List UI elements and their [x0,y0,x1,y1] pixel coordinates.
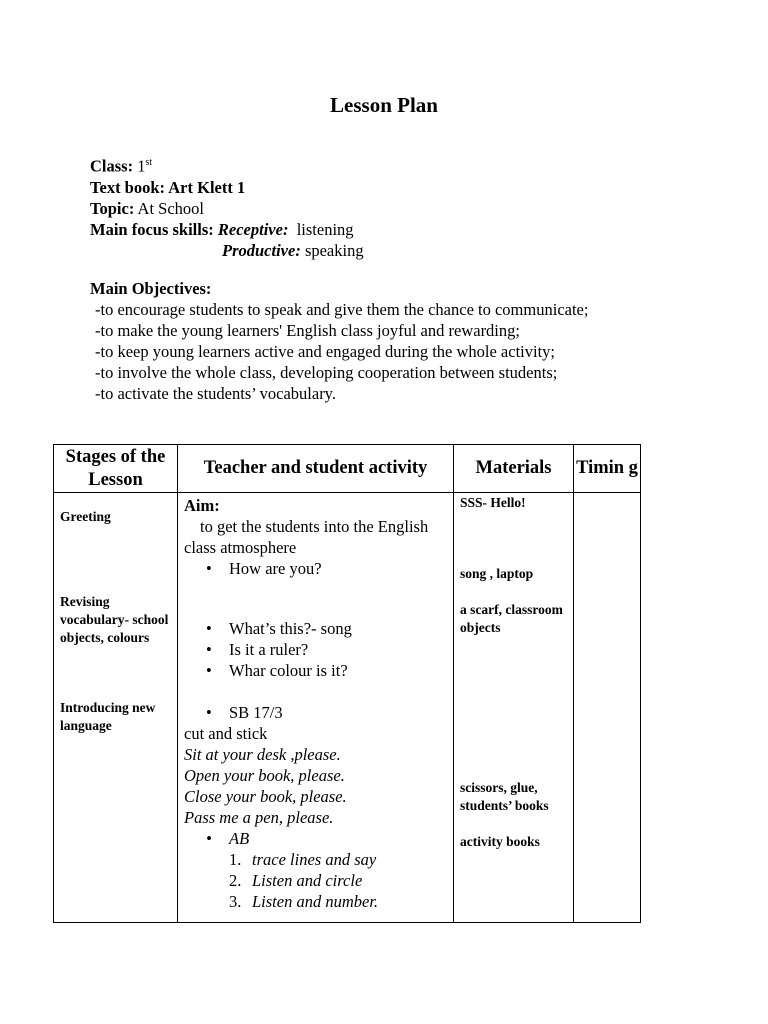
topic-value: At School [137,198,205,218]
class-superscript: st [145,157,153,168]
lesson-plan-table [53,444,641,923]
ab-number: 1. [229,850,242,869]
stage-greeting: Greeting [60,509,111,524]
productive-line [90,240,364,261]
timing-cell [574,493,641,923]
class-label: Class: [90,156,134,176]
material-item: activity books [460,834,540,849]
bullet-marker: • [206,703,212,722]
objectives-heading: Main Objectives: [90,279,212,298]
aim-text: to get the students into the English class atmosphere [184,517,429,557]
bullet-marker: • [206,661,212,680]
bullet-marker: • [206,559,212,578]
material-item: SSS- Hello! [460,495,526,510]
aim-label: Aim: [184,496,220,515]
receptive-value: listening [296,219,354,239]
topic-label: Topic: [90,198,135,218]
lesson-info [90,152,364,261]
classroom-phrase: Pass me a pen, please. [184,808,334,827]
stage-introducing: Introducing new language [60,700,156,733]
textbook-label: Text book: [90,177,166,197]
ab-number: 2. [229,871,242,890]
main-objectives [90,278,588,404]
bullet-marker: • [206,829,212,848]
objective-item: -to make the young learners' English class joyful and rewarding; [95,321,520,340]
header-stages: Stages of the Lesson [54,445,178,493]
bullet-item: • How are you? [206,559,322,578]
activity-block-greeting [184,495,450,579]
material-item: a scarf, classroom objects [460,602,563,635]
document-title: Lesson Plan [330,93,438,117]
cut-and-stick: cut and stick [184,724,268,743]
topic-line [90,198,364,219]
bullet-marker: • [206,640,212,659]
ab-numbered-item: 1. trace lines and say [229,850,377,869]
bullet-item: • Is it a ruler? [206,640,309,659]
activity-block-revising [184,618,450,681]
ab-bullet: • AB [206,829,250,848]
class-line [90,152,364,177]
objective-item: -to involve the whole class, developing cooperation between students; [95,363,558,382]
header-activity: Teacher and student activity [178,445,454,493]
textbook-line [90,177,364,198]
objective-item: -to encourage students to speak and give them the chance to communicate; [95,300,589,319]
focus-label: Main focus skills: [90,219,214,239]
bullet-item: • Whar colour is it? [206,661,348,680]
activity-cell [178,493,454,923]
material-item: song , laptop [460,566,534,581]
ab-number: 3. [229,892,242,911]
textbook-value: Art Klett 1 [168,177,246,197]
stages-cell [54,493,178,923]
receptive-label: Receptive: [217,219,289,239]
material-item: scissors, glue, students’ books [460,780,549,813]
classroom-phrase: Open your book, please. [184,766,345,785]
activity-block-introducing [184,702,450,912]
stage-revising: Revising vocabulary- school objects, colours [60,594,169,645]
productive-value: speaking [304,240,364,260]
table-header-row [54,445,641,493]
bullet-marker: • [206,619,212,638]
header-materials: Materials [454,445,574,493]
objective-item: -to keep young learners active and engaged during the whole activity; [95,342,556,361]
classroom-phrase: Sit at your desk ,please. [184,745,341,764]
productive-label: Productive: [222,240,301,260]
classroom-phrase: Close your book, please. [184,787,347,806]
header-timing: Timin g [574,445,641,493]
focus-skills-line [90,219,364,240]
class-value: 1 [137,156,146,176]
table-row [54,493,641,923]
ab-numbered-item: 2. Listen and circle [229,871,363,890]
objective-item: -to activate the students’ vocabulary. [95,384,336,403]
bullet-item: • SB 17/3 [206,703,283,722]
bullet-item: • What’s this?- song [206,619,352,638]
ab-numbered-item: 3. Listen and number. [229,892,379,911]
materials-cell [454,493,574,923]
